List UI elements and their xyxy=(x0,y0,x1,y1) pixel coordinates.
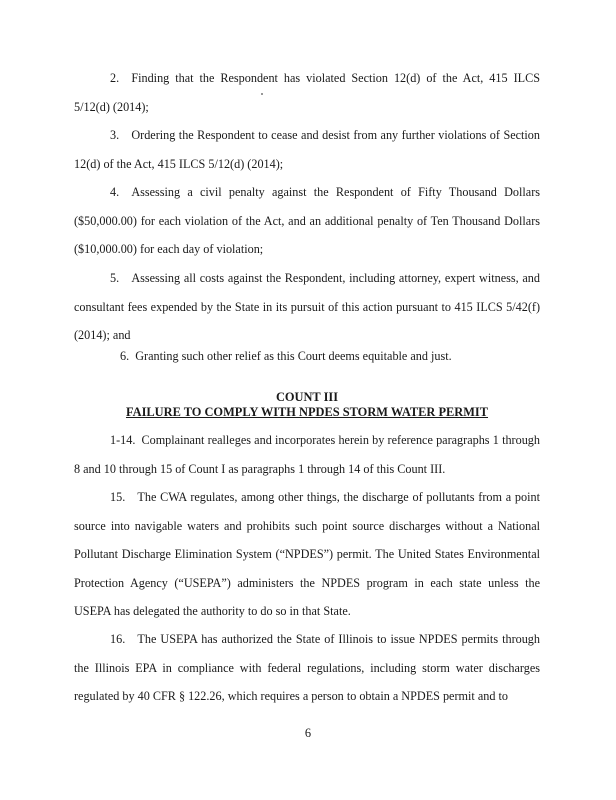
paragraph-16: 16. The USEPA has authorized the State of Illinois to issue NPDES permits through the Illinois EPA in compliance with federal regulations, including storm water discharges regulated by 40 CFR § 122.26, which requires a person to obtain a NPDES permit and to xyxy=(74,632,540,704)
page-number: 6 xyxy=(304,726,312,740)
scan-speck xyxy=(261,93,263,95)
paragraph-15: 15. The CWA regulates, among other things, the discharge of pollutants from a point source into navigable waters and prohibits such point source discharges without a National Pollutant Discharge Elimination System (“NPDES”) permit. The United States Environmental Protection Agency (“USEPA”) administers the NPDES program in each state unless the USEPA has delegated the authority to do so in that State. xyxy=(74,490,540,619)
paragraph-2: 2. Finding that the Respondent has violated Section 12(d) of the Act, 415 ILCS 5/12(d) (2014); xyxy=(74,71,540,114)
paragraph-3: 3. Ordering the Respondent to cease and desist from any further violations of Section 12(d) of the Act, 415 ILCS 5/12(d) (2014); xyxy=(74,128,540,171)
paragraph-6: 6. Granting such other relief as this Court deems equitable and just. xyxy=(120,349,452,363)
paragraph-4: 4. Assessing a civil penalty against the Respondent of Fifty Thousand Dollars ($50,000.00) for each violation of the Act, and an additional penalty of Ten Thousand Dollars ($10,000.00) for each day of violation; xyxy=(74,185,540,257)
paragraph-5: 5. Assessing all costs against the Respondent, including attorney, expert witness, and consultant fees expended by the State in its pursuit of this action pursuant to 415 ILCS 5/42(f) (2014); and xyxy=(74,271,540,343)
count-title: COUNT III xyxy=(275,390,339,404)
paragraph-1-14: 1-14. Complainant realleges and incorporates herein by reference paragraphs 1 through 8 and 10 through 15 of Count I as paragraphs 1 through 14 of this Count III. xyxy=(74,433,540,476)
count-subtitle: FAILURE TO COMPLY WITH NPDES STORM WATER PERMIT xyxy=(125,405,489,419)
